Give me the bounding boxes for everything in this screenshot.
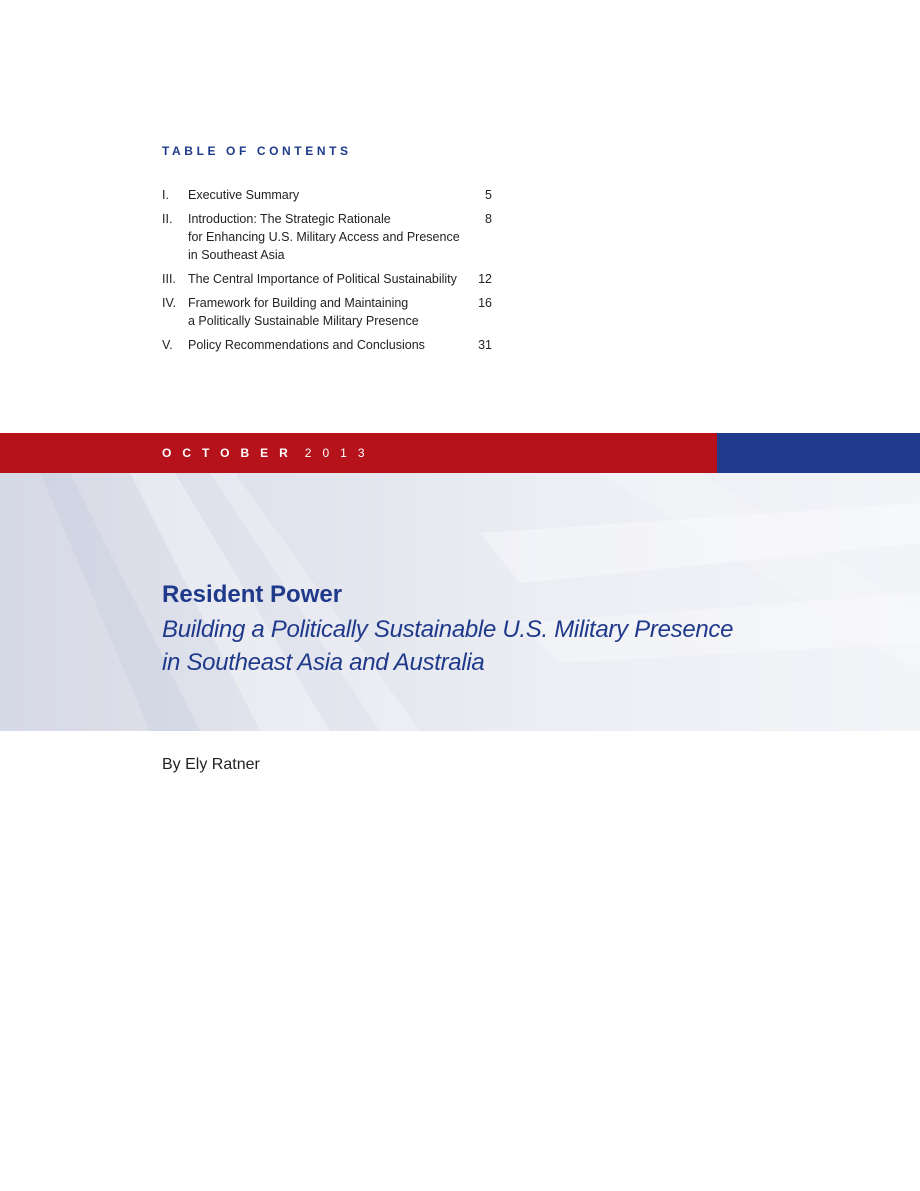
toc-entry-title bbox=[188, 186, 462, 204]
toc-entry-page: 16 bbox=[478, 296, 492, 310]
toc-entry-title-line: a Politically Sustainable Military Presence bbox=[188, 314, 419, 328]
toc-entry-number: IV. bbox=[162, 296, 177, 310]
toc-heading: TABLE OF CONTENTS bbox=[162, 144, 352, 158]
toc-entry-title-line: Policy Recommendations and Conclusions bbox=[188, 338, 425, 352]
toc-entry-page: 12 bbox=[478, 272, 492, 286]
report-subtitle-line: Building a Politically Sustainable U.S. Military Presence bbox=[162, 616, 734, 643]
toc-entry-title-line: Executive Summary bbox=[188, 188, 300, 202]
toc-entry-page: 8 bbox=[485, 212, 492, 226]
report-subtitle-line: in Southeast Asia and Australia bbox=[162, 649, 485, 676]
report-subtitle bbox=[162, 613, 733, 679]
toc-entry-title bbox=[188, 336, 462, 354]
toc-entry-number: II. bbox=[162, 212, 173, 226]
publication-year: 2013 bbox=[304, 446, 376, 460]
report-title bbox=[162, 580, 733, 679]
toc-entry-number: III. bbox=[162, 272, 176, 286]
toc-entry-title-line: in Southeast Asia bbox=[188, 248, 285, 262]
toc-entry-title-line: Framework for Building and Maintaining bbox=[188, 296, 409, 310]
toc-entry-title-line: for Enhancing U.S. Military Access and Presence bbox=[188, 230, 460, 244]
author-byline: By Ely Ratner bbox=[162, 756, 260, 773]
toc-entry[interactable] bbox=[162, 294, 492, 330]
publication-date bbox=[162, 446, 376, 460]
publication-month: OCTOBER bbox=[162, 446, 299, 460]
date-band-blue-bar bbox=[717, 433, 920, 473]
toc-entry-title bbox=[188, 294, 462, 330]
toc-entry-title-line: Introduction: The Strategic Rationale bbox=[188, 212, 391, 226]
toc-entry-number: I. bbox=[162, 188, 169, 202]
toc-entry-title-line: The Central Importance of Political Sustainability bbox=[188, 272, 457, 286]
toc-entry-page: 31 bbox=[478, 338, 492, 352]
report-title-main: Resident Power bbox=[162, 581, 343, 608]
toc-entry-title bbox=[188, 210, 462, 264]
date-band bbox=[0, 433, 920, 473]
toc-entry-number: V. bbox=[162, 338, 173, 352]
toc-entry-title bbox=[188, 270, 462, 288]
toc-entry[interactable] bbox=[162, 210, 492, 264]
table-of-contents bbox=[162, 144, 492, 360]
toc-entry[interactable] bbox=[162, 336, 492, 354]
toc-entry[interactable] bbox=[162, 186, 492, 204]
toc-entry-page: 5 bbox=[485, 188, 492, 202]
toc-entry[interactable] bbox=[162, 270, 492, 288]
